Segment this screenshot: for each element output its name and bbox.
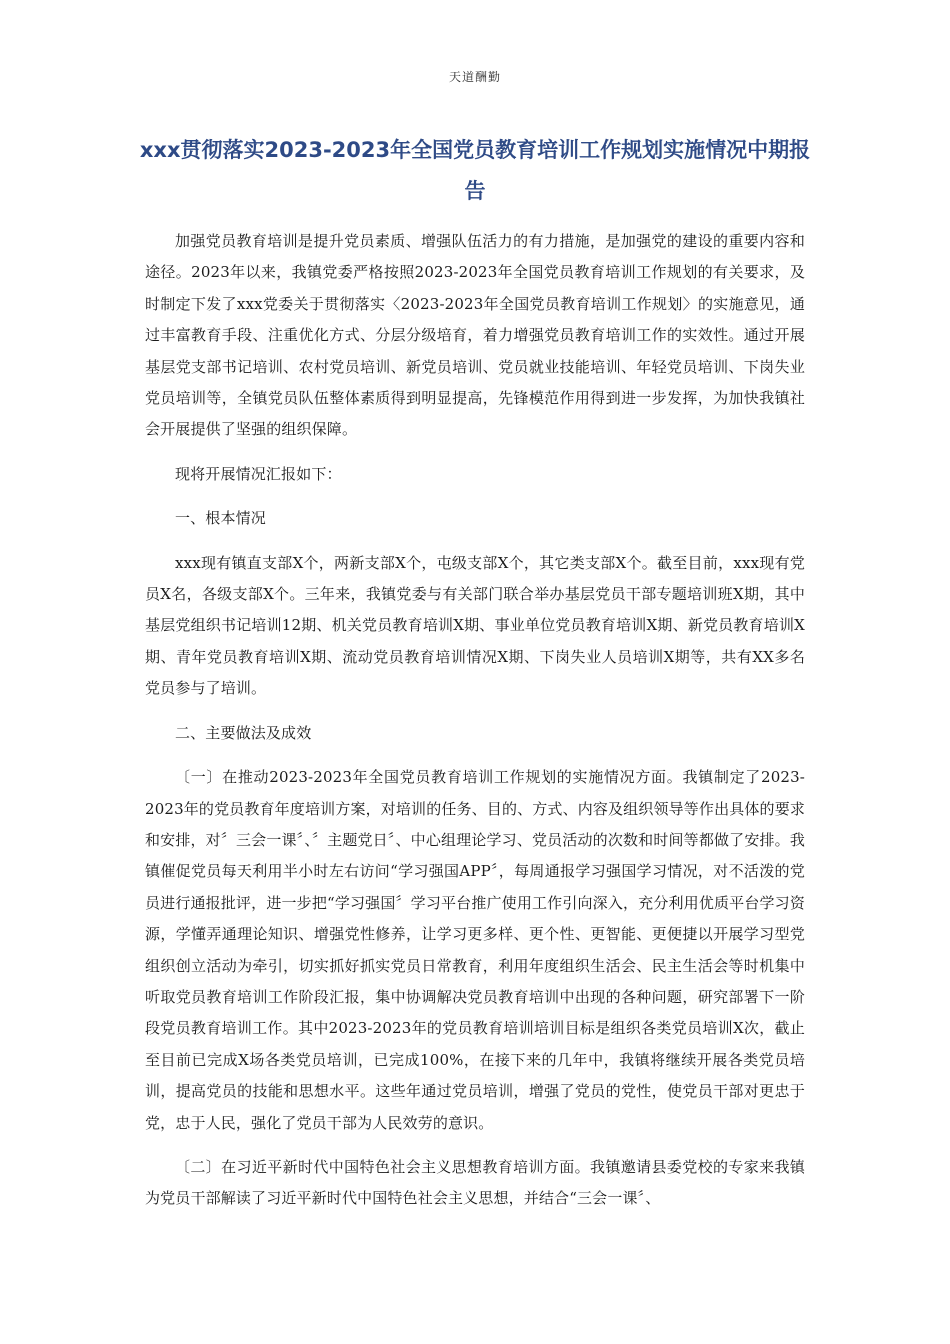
paragraph-basic-situation: xxx现有镇直支部X个，两新支部X个，屯级支部X个，其它类支部X个。截至目前，xxx现有党员X名，各级支部X个。三年来，我镇党委与有关部门联合举办基层党员干部专题培训班X期，其中基层党组织书记培训12期、机关党员教育培训X期、事业单位党员教育培训X期、新党员教育培训X期、青年党员教育培训X期、流动党员教育培训情况X期、下岗失业人员培训X期等，共有XX多名党员参与了培训。: [145, 553, 805, 698]
paragraph-practice-one: 〔一〕在推动2023-2023年全国党员教育培训工作规划的实施情况方面。我镇制定了2023-2023年的党员教育年度培训方案，对培训的任务、目的、方式、内容及组织领导等作出具体的要求和安排，对〞三会一课〞、〞主题党日〞、中心组理论学习、党员活动的次数和时间等都做了安排。我镇催促党员每天利用半小时左右访问“学习强国APP〞，每周通报学习强国学习情况，对不活泼的党员进行通报批评，进一步把“学习强国〞学习平台推广使用工作引向深入，充分利用优质平台学习资源，学懂弄通理论知识、增强党性修养，让学习更多样、更个性、更智能、更便捷以开展学习型党组织创立活动为牵引，切实抓好抓实党员日常教育，利用年度组织生活会、民主生活会等时机集中听取党员教育培训工作阶段汇报，集中协调解决党员教育培训中出现的各种问题，研究部署下一阶段党员教育培训工作。其中2023-2023年的党员教育培训培训目标是组织各类党员培训X次，截止至目前已完成X场各类党员培训，已完成100%，在接下来的几年中，我镇将继续开展各类党员培训，提高党员的技能和思想水平。这些年通过党员培训，增强了党员的党性，使党员干部对更忠于党，忠于人民，强化了党员干部为人民效劳的意识。: [145, 768, 805, 1132]
section-heading-basic-situation: 一、根本情况: [175, 509, 266, 528]
document-title: xxx贯彻落实2023-2023年全国党员教育培训工作规划实施情况中期报告: [139, 138, 811, 203]
section-heading-main-practices: 二、主要做法及成效: [175, 723, 312, 742]
paragraph-report-lead: 现将开展情况汇报如下：: [175, 464, 342, 483]
paragraph-practice-two: 〔二〕在习近平新时代中国特色社会主义思想教育培训方面。我镇邀请县委党校的专家来我镇为党员干部解读了习近平新时代中国特色社会主义思想，并结合“三会一课〞、: [145, 1157, 805, 1208]
document-body: [145, 226, 805, 1228]
header-watermark-text: 天道酬勤: [448, 70, 501, 84]
paragraph-intro: 加强党员教育培训是提升党员素质、增强队伍活力的有力措施，是加强党的建设的重要内容和途径。2023年以来，我镇党委严格按照2023-2023年全国党员教育培训工作规划的有关要求，及时制定下发了xxx党委关于贯彻落实〈2023-2023年全国党员教育培训工作规划〉的实施意见，通过丰富教育手段、注重优化方式、分层分级培育，着力增强党员教育培训工作的实效性。通过开展基层党支部书记培训、农村党员培训、新党员培训、党员就业技能培训、年轻党员培训、下岗失业党员培训等，全镇党员队伍整体素质得到明显提高，先锋模范作用得到进一步发挥，为加快我镇社会开展提供了坚强的组织保障。: [145, 232, 805, 439]
